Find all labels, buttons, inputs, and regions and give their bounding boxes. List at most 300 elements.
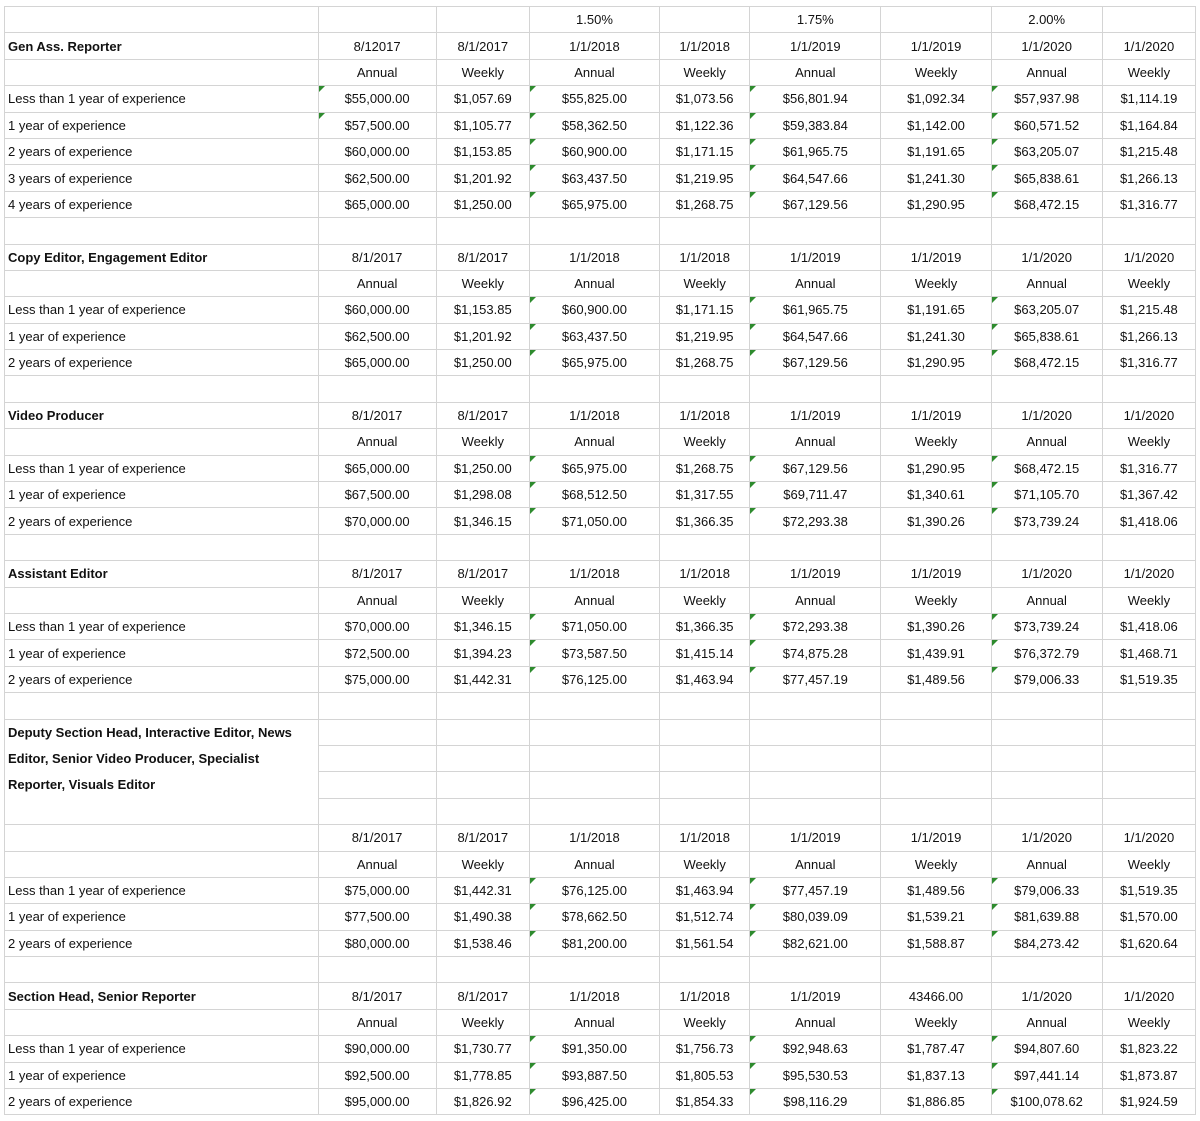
annual-value[interactable]: $58,362.50	[529, 112, 659, 138]
period-cell[interactable]: Annual	[529, 270, 659, 296]
weekly-value[interactable]: $1,538.46	[436, 930, 529, 956]
experience-label[interactable]: 2 years of experience	[5, 1089, 319, 1115]
period-cell[interactable]: Weekly	[660, 59, 750, 85]
weekly-value[interactable]: $1,561.54	[660, 930, 750, 956]
empty-cell[interactable]	[436, 693, 529, 719]
empty-cell[interactable]	[660, 745, 750, 771]
weekly-value[interactable]: $1,924.59	[1102, 1089, 1195, 1115]
period-cell[interactable]: Weekly	[436, 851, 529, 877]
empty-cell[interactable]	[991, 376, 1102, 402]
experience-label[interactable]: 2 years of experience	[5, 350, 319, 376]
empty-cell[interactable]	[318, 957, 436, 983]
weekly-value[interactable]: $1,346.15	[436, 508, 529, 534]
annual-value[interactable]: $80,039.09	[750, 904, 881, 930]
annual-value[interactable]: $63,205.07	[991, 138, 1102, 164]
annual-value[interactable]: $60,571.52	[991, 112, 1102, 138]
empty-cell[interactable]	[436, 534, 529, 560]
annual-value[interactable]: $56,801.94	[750, 86, 881, 112]
period-cell[interactable]: Annual	[991, 587, 1102, 613]
experience-label[interactable]: 4 years of experience	[5, 191, 319, 217]
annual-value[interactable]: $67,129.56	[750, 455, 881, 481]
period-cell[interactable]: Annual	[991, 429, 1102, 455]
empty-cell[interactable]	[750, 218, 881, 244]
weekly-value[interactable]: $1,394.23	[436, 640, 529, 666]
weekly-value[interactable]: $1,171.15	[660, 297, 750, 323]
weekly-value[interactable]: $1,512.74	[660, 904, 750, 930]
period-cell[interactable]: Weekly	[881, 1009, 991, 1035]
period-cell[interactable]: Annual	[318, 1009, 436, 1035]
empty-cell[interactable]	[5, 693, 319, 719]
empty-cell[interactable]	[660, 534, 750, 560]
experience-label[interactable]: 2 years of experience	[5, 666, 319, 692]
date-cell[interactable]: 1/1/2019	[881, 825, 991, 851]
period-cell[interactable]: Annual	[991, 270, 1102, 296]
period-cell[interactable]: Annual	[750, 429, 881, 455]
weekly-value[interactable]: $1,317.55	[660, 482, 750, 508]
empty-cell[interactable]	[750, 376, 881, 402]
period-cell[interactable]: Weekly	[1102, 59, 1195, 85]
weekly-value[interactable]: $1,250.00	[436, 350, 529, 376]
empty-cell[interactable]	[991, 798, 1102, 824]
date-cell[interactable]: 8/1/2017	[318, 561, 436, 587]
annual-value[interactable]: $57,500.00	[318, 112, 436, 138]
weekly-value[interactable]: $1,570.00	[1102, 904, 1195, 930]
date-cell[interactable]: 1/1/2018	[660, 402, 750, 428]
annual-value[interactable]: $81,200.00	[529, 930, 659, 956]
date-cell[interactable]: 8/1/2017	[436, 983, 529, 1009]
annual-value[interactable]: $69,711.47	[750, 482, 881, 508]
date-cell[interactable]: 1/1/2019	[750, 561, 881, 587]
empty-cell[interactable]	[881, 798, 991, 824]
annual-value[interactable]: $68,472.15	[991, 455, 1102, 481]
annual-value[interactable]: $72,500.00	[318, 640, 436, 666]
experience-label[interactable]: Less than 1 year of experience	[5, 297, 319, 323]
empty-cell[interactable]	[660, 218, 750, 244]
period-cell[interactable]: Weekly	[436, 59, 529, 85]
weekly-value[interactable]: $1,219.95	[660, 323, 750, 349]
experience-label[interactable]: 1 year of experience	[5, 640, 319, 666]
weekly-value[interactable]: $1,886.85	[881, 1089, 991, 1115]
weekly-value[interactable]: $1,418.06	[1102, 613, 1195, 639]
weekly-value[interactable]: $1,778.85	[436, 1062, 529, 1088]
annual-value[interactable]: $70,000.00	[318, 613, 436, 639]
period-cell[interactable]: Weekly	[436, 429, 529, 455]
weekly-value[interactable]: $1,490.38	[436, 904, 529, 930]
experience-label[interactable]: 1 year of experience	[5, 323, 319, 349]
empty-cell[interactable]	[991, 719, 1102, 745]
annual-value[interactable]: $67,500.00	[318, 482, 436, 508]
empty-cell[interactable]	[318, 745, 436, 771]
weekly-value[interactable]: $1,390.26	[881, 613, 991, 639]
annual-value[interactable]: $94,807.60	[991, 1036, 1102, 1062]
weekly-value[interactable]: $1,439.91	[881, 640, 991, 666]
annual-value[interactable]: $73,739.24	[991, 508, 1102, 534]
date-cell[interactable]: 1/1/2020	[1102, 825, 1195, 851]
weekly-value[interactable]: $1,468.71	[1102, 640, 1195, 666]
empty-cell[interactable]	[750, 534, 881, 560]
empty-cell[interactable]	[991, 534, 1102, 560]
weekly-value[interactable]: $1,730.77	[436, 1036, 529, 1062]
empty-cell[interactable]	[436, 798, 529, 824]
weekly-value[interactable]: $1,463.94	[660, 666, 750, 692]
annual-value[interactable]: $64,547.66	[750, 165, 881, 191]
empty-cell[interactable]	[660, 772, 750, 798]
empty-cell[interactable]	[5, 1009, 319, 1035]
weekly-value[interactable]: $1,826.92	[436, 1089, 529, 1115]
experience-label[interactable]: 1 year of experience	[5, 1062, 319, 1088]
date-cell[interactable]: 8/1/2017	[318, 825, 436, 851]
period-cell[interactable]: Weekly	[1102, 851, 1195, 877]
date-cell[interactable]: 1/1/2018	[529, 561, 659, 587]
annual-value[interactable]: $76,372.79	[991, 640, 1102, 666]
annual-value[interactable]: $63,437.50	[529, 323, 659, 349]
period-cell[interactable]: Annual	[750, 1009, 881, 1035]
empty-cell[interactable]	[5, 957, 319, 983]
period-cell[interactable]: Weekly	[1102, 1009, 1195, 1035]
annual-value[interactable]: $93,887.50	[529, 1062, 659, 1088]
empty-cell[interactable]	[436, 772, 529, 798]
weekly-value[interactable]: $1,489.56	[881, 877, 991, 903]
weekly-value[interactable]: $1,588.87	[881, 930, 991, 956]
weekly-value[interactable]: $1,241.30	[881, 323, 991, 349]
empty-cell[interactable]	[436, 376, 529, 402]
annual-value[interactable]: $92,948.63	[750, 1036, 881, 1062]
date-cell[interactable]: 1/1/2020	[991, 244, 1102, 270]
date-cell[interactable]: 1/1/2020	[991, 825, 1102, 851]
date-cell[interactable]: 1/1/2019	[881, 244, 991, 270]
date-cell[interactable]: 1/1/2018	[660, 825, 750, 851]
empty-cell[interactable]	[318, 534, 436, 560]
weekly-value[interactable]: $1,873.87	[1102, 1062, 1195, 1088]
date-cell[interactable]: 1/1/2019	[881, 561, 991, 587]
empty-cell[interactable]	[529, 719, 659, 745]
date-cell[interactable]: 1/1/2019	[750, 402, 881, 428]
weekly-value[interactable]: $1,250.00	[436, 455, 529, 481]
empty-cell[interactable]	[5, 429, 319, 455]
annual-value[interactable]: $65,000.00	[318, 455, 436, 481]
section-title[interactable]: Video Producer	[5, 402, 319, 428]
date-cell[interactable]: 1/1/2020	[1102, 244, 1195, 270]
date-cell[interactable]: 1/1/2020	[991, 402, 1102, 428]
weekly-value[interactable]: $1,122.36	[660, 112, 750, 138]
weekly-value[interactable]: $1,519.35	[1102, 666, 1195, 692]
annual-value[interactable]: $71,050.00	[529, 508, 659, 534]
annual-value[interactable]: $64,547.66	[750, 323, 881, 349]
weekly-value[interactable]: $1,142.00	[881, 112, 991, 138]
annual-value[interactable]: $84,273.42	[991, 930, 1102, 956]
annual-value[interactable]: $55,000.00	[318, 86, 436, 112]
weekly-value[interactable]: $1,092.34	[881, 86, 991, 112]
period-cell[interactable]: Weekly	[436, 1009, 529, 1035]
empty-cell[interactable]	[5, 376, 319, 402]
rate-cell[interactable]	[436, 7, 529, 33]
annual-value[interactable]: $73,739.24	[991, 613, 1102, 639]
date-cell[interactable]: 1/1/2020	[1102, 402, 1195, 428]
weekly-value[interactable]: $1,241.30	[881, 165, 991, 191]
experience-label[interactable]: 1 year of experience	[5, 482, 319, 508]
weekly-value[interactable]: $1,171.15	[660, 138, 750, 164]
empty-cell[interactable]	[1102, 693, 1195, 719]
weekly-value[interactable]: $1,316.77	[1102, 455, 1195, 481]
period-cell[interactable]: Annual	[318, 851, 436, 877]
weekly-value[interactable]: $1,201.92	[436, 165, 529, 191]
empty-cell[interactable]	[318, 693, 436, 719]
empty-cell[interactable]	[5, 59, 319, 85]
weekly-value[interactable]: $1,191.65	[881, 138, 991, 164]
empty-cell[interactable]	[5, 270, 319, 296]
weekly-value[interactable]: $1,442.31	[436, 666, 529, 692]
weekly-value[interactable]: $1,268.75	[660, 455, 750, 481]
annual-value[interactable]: $67,129.56	[750, 350, 881, 376]
empty-cell[interactable]	[318, 772, 436, 798]
period-cell[interactable]: Annual	[750, 851, 881, 877]
date-cell[interactable]: 1/1/2018	[660, 244, 750, 270]
annual-value[interactable]: $63,205.07	[991, 297, 1102, 323]
empty-cell[interactable]	[750, 798, 881, 824]
annual-value[interactable]: $68,512.50	[529, 482, 659, 508]
annual-value[interactable]: $75,000.00	[318, 877, 436, 903]
empty-cell[interactable]	[5, 825, 319, 851]
date-cell[interactable]: 1/1/2020	[991, 561, 1102, 587]
annual-value[interactable]: $60,900.00	[529, 297, 659, 323]
empty-cell[interactable]	[436, 957, 529, 983]
empty-cell[interactable]	[1102, 719, 1195, 745]
annual-value[interactable]: $60,900.00	[529, 138, 659, 164]
empty-cell[interactable]	[881, 376, 991, 402]
experience-label[interactable]: 2 years of experience	[5, 930, 319, 956]
period-cell[interactable]: Annual	[529, 59, 659, 85]
annual-value[interactable]: $65,975.00	[529, 191, 659, 217]
annual-value[interactable]: $74,875.28	[750, 640, 881, 666]
empty-cell[interactable]	[529, 376, 659, 402]
empty-cell[interactable]	[991, 772, 1102, 798]
period-cell[interactable]: Weekly	[436, 270, 529, 296]
empty-cell[interactable]	[318, 376, 436, 402]
date-cell[interactable]: 8/1/2017	[436, 825, 529, 851]
weekly-value[interactable]: $1,268.75	[660, 350, 750, 376]
annual-value[interactable]: $79,006.33	[991, 877, 1102, 903]
weekly-value[interactable]: $1,215.48	[1102, 297, 1195, 323]
weekly-value[interactable]: $1,346.15	[436, 613, 529, 639]
empty-cell[interactable]	[881, 772, 991, 798]
period-cell[interactable]: Annual	[529, 587, 659, 613]
empty-cell[interactable]	[881, 957, 991, 983]
period-cell[interactable]: Annual	[991, 1009, 1102, 1035]
date-cell[interactable]: 1/1/2018	[529, 983, 659, 1009]
empty-cell[interactable]	[1102, 218, 1195, 244]
period-cell[interactable]: Weekly	[881, 851, 991, 877]
empty-cell[interactable]	[881, 719, 991, 745]
weekly-value[interactable]: $1,489.56	[881, 666, 991, 692]
empty-cell[interactable]	[750, 693, 881, 719]
weekly-value[interactable]: $1,153.85	[436, 138, 529, 164]
annual-value[interactable]: $95,000.00	[318, 1089, 436, 1115]
annual-value[interactable]: $72,293.38	[750, 508, 881, 534]
experience-label[interactable]: Less than 1 year of experience	[5, 86, 319, 112]
weekly-value[interactable]: $1,215.48	[1102, 138, 1195, 164]
empty-cell[interactable]	[1102, 534, 1195, 560]
period-cell[interactable]: Annual	[318, 429, 436, 455]
period-cell[interactable]: Weekly	[660, 429, 750, 455]
weekly-value[interactable]: $1,854.33	[660, 1089, 750, 1115]
weekly-value[interactable]: $1,164.84	[1102, 112, 1195, 138]
empty-cell[interactable]	[5, 534, 319, 560]
weekly-value[interactable]: $1,805.53	[660, 1062, 750, 1088]
section-title[interactable]: Copy Editor, Engagement Editor	[5, 244, 319, 270]
empty-cell[interactable]	[750, 957, 881, 983]
period-cell[interactable]: Weekly	[881, 587, 991, 613]
empty-cell[interactable]	[991, 218, 1102, 244]
weekly-value[interactable]: $1,316.77	[1102, 191, 1195, 217]
weekly-value[interactable]: $1,367.42	[1102, 482, 1195, 508]
annual-value[interactable]: $82,621.00	[750, 930, 881, 956]
empty-cell[interactable]	[529, 957, 659, 983]
experience-label[interactable]: Less than 1 year of experience	[5, 877, 319, 903]
empty-cell[interactable]	[529, 745, 659, 771]
experience-label[interactable]: Less than 1 year of experience	[5, 613, 319, 639]
period-cell[interactable]: Weekly	[1102, 587, 1195, 613]
annual-value[interactable]: $76,125.00	[529, 877, 659, 903]
date-cell[interactable]: 8/1/2017	[318, 244, 436, 270]
weekly-value[interactable]: $1,290.95	[881, 455, 991, 481]
weekly-value[interactable]: $1,105.77	[436, 112, 529, 138]
rate-cell[interactable]	[1102, 7, 1195, 33]
experience-label[interactable]: 1 year of experience	[5, 112, 319, 138]
weekly-value[interactable]: $1,266.13	[1102, 323, 1195, 349]
weekly-value[interactable]: $1,366.35	[660, 508, 750, 534]
rate-cell[interactable]: 2.00%	[991, 7, 1102, 33]
annual-value[interactable]: $67,129.56	[750, 191, 881, 217]
date-cell[interactable]: 8/1/2017	[436, 561, 529, 587]
annual-value[interactable]: $100,078.62	[991, 1089, 1102, 1115]
annual-value[interactable]: $62,500.00	[318, 165, 436, 191]
annual-value[interactable]: $90,000.00	[318, 1036, 436, 1062]
annual-value[interactable]: $73,587.50	[529, 640, 659, 666]
period-cell[interactable]: Weekly	[1102, 270, 1195, 296]
weekly-value[interactable]: $1,539.21	[881, 904, 991, 930]
rate-cell[interactable]	[318, 7, 436, 33]
date-cell[interactable]: 1/1/2018	[660, 983, 750, 1009]
period-cell[interactable]: Annual	[318, 270, 436, 296]
date-cell[interactable]: 1/1/2019	[750, 983, 881, 1009]
annual-value[interactable]: $68,472.15	[991, 191, 1102, 217]
annual-value[interactable]: $96,425.00	[529, 1089, 659, 1115]
period-cell[interactable]: Weekly	[881, 429, 991, 455]
weekly-value[interactable]: $1,201.92	[436, 323, 529, 349]
rate-cell[interactable]	[881, 7, 991, 33]
section-title[interactable]: Assistant Editor	[5, 561, 319, 587]
empty-cell[interactable]	[750, 745, 881, 771]
period-cell[interactable]: Weekly	[660, 1009, 750, 1035]
weekly-value[interactable]: $1,057.69	[436, 86, 529, 112]
annual-value[interactable]: $72,293.38	[750, 613, 881, 639]
weekly-value[interactable]: $1,519.35	[1102, 877, 1195, 903]
date-cell[interactable]: 1/1/2019	[881, 33, 991, 59]
empty-cell[interactable]	[881, 745, 991, 771]
date-cell[interactable]: 8/1/2017	[318, 402, 436, 428]
annual-value[interactable]: $79,006.33	[991, 666, 1102, 692]
weekly-value[interactable]: $1,787.47	[881, 1036, 991, 1062]
empty-cell[interactable]	[318, 719, 436, 745]
date-cell[interactable]: 8/1/2017	[318, 983, 436, 1009]
annual-value[interactable]: $77,457.19	[750, 877, 881, 903]
annual-value[interactable]: $55,825.00	[529, 86, 659, 112]
date-cell[interactable]: 1/1/2020	[991, 983, 1102, 1009]
annual-value[interactable]: $98,116.29	[750, 1089, 881, 1115]
weekly-value[interactable]: $1,620.64	[1102, 930, 1195, 956]
empty-cell[interactable]	[436, 719, 529, 745]
empty-cell[interactable]	[991, 693, 1102, 719]
date-cell[interactable]: 8/1/2017	[436, 402, 529, 428]
empty-cell[interactable]	[1102, 745, 1195, 771]
section-title[interactable]: Deputy Section Head, Interactive Editor, News Editor, Senior Video Producer, Specialist Reporter, Visuals Editor	[5, 719, 319, 825]
annual-value[interactable]: $65,975.00	[529, 350, 659, 376]
rate-cell[interactable]: 1.50%	[529, 7, 659, 33]
weekly-value[interactable]: $1,250.00	[436, 191, 529, 217]
annual-value[interactable]: $78,662.50	[529, 904, 659, 930]
date-cell[interactable]: 1/1/2018	[529, 33, 659, 59]
annual-value[interactable]: $95,530.53	[750, 1062, 881, 1088]
empty-cell[interactable]	[5, 587, 319, 613]
empty-cell[interactable]	[529, 534, 659, 560]
weekly-value[interactable]: $1,268.75	[660, 191, 750, 217]
empty-cell[interactable]	[529, 693, 659, 719]
annual-value[interactable]: $80,000.00	[318, 930, 436, 956]
annual-value[interactable]: $65,975.00	[529, 455, 659, 481]
empty-cell[interactable]	[991, 957, 1102, 983]
date-cell[interactable]: 1/1/2020	[1102, 561, 1195, 587]
date-cell[interactable]: 1/1/2018	[660, 33, 750, 59]
weekly-value[interactable]: $1,366.35	[660, 613, 750, 639]
date-cell[interactable]: 1/1/2018	[529, 825, 659, 851]
date-cell[interactable]: 1/1/2020	[1102, 983, 1195, 1009]
empty-cell[interactable]	[881, 693, 991, 719]
annual-value[interactable]: $57,937.98	[991, 86, 1102, 112]
period-cell[interactable]: Weekly	[881, 270, 991, 296]
experience-label[interactable]: 3 years of experience	[5, 165, 319, 191]
weekly-value[interactable]: $1,290.95	[881, 191, 991, 217]
weekly-value[interactable]: $1,153.85	[436, 297, 529, 323]
date-cell[interactable]: 1/1/2019	[750, 33, 881, 59]
empty-cell[interactable]	[660, 693, 750, 719]
empty-cell[interactable]	[1102, 798, 1195, 824]
experience-label[interactable]: Less than 1 year of experience	[5, 455, 319, 481]
period-cell[interactable]: Annual	[750, 270, 881, 296]
annual-value[interactable]: $63,437.50	[529, 165, 659, 191]
annual-value[interactable]: $70,000.00	[318, 508, 436, 534]
annual-value[interactable]: $97,441.14	[991, 1062, 1102, 1088]
period-cell[interactable]: Annual	[991, 851, 1102, 877]
weekly-value[interactable]: $1,114.19	[1102, 86, 1195, 112]
period-cell[interactable]: Annual	[529, 1009, 659, 1035]
empty-cell[interactable]	[750, 719, 881, 745]
annual-value[interactable]: $60,000.00	[318, 138, 436, 164]
section-title[interactable]: Section Head, Senior Reporter	[5, 983, 319, 1009]
weekly-value[interactable]: $1,837.13	[881, 1062, 991, 1088]
empty-cell[interactable]	[5, 7, 319, 33]
annual-value[interactable]: $75,000.00	[318, 666, 436, 692]
empty-cell[interactable]	[318, 798, 436, 824]
annual-value[interactable]: $71,050.00	[529, 613, 659, 639]
annual-value[interactable]: $81,639.88	[991, 904, 1102, 930]
annual-value[interactable]: $77,500.00	[318, 904, 436, 930]
annual-value[interactable]: $68,472.15	[991, 350, 1102, 376]
period-cell[interactable]: Annual	[529, 429, 659, 455]
weekly-value[interactable]: $1,463.94	[660, 877, 750, 903]
annual-value[interactable]: $65,838.61	[991, 165, 1102, 191]
empty-cell[interactable]	[1102, 772, 1195, 798]
annual-value[interactable]: $62,500.00	[318, 323, 436, 349]
